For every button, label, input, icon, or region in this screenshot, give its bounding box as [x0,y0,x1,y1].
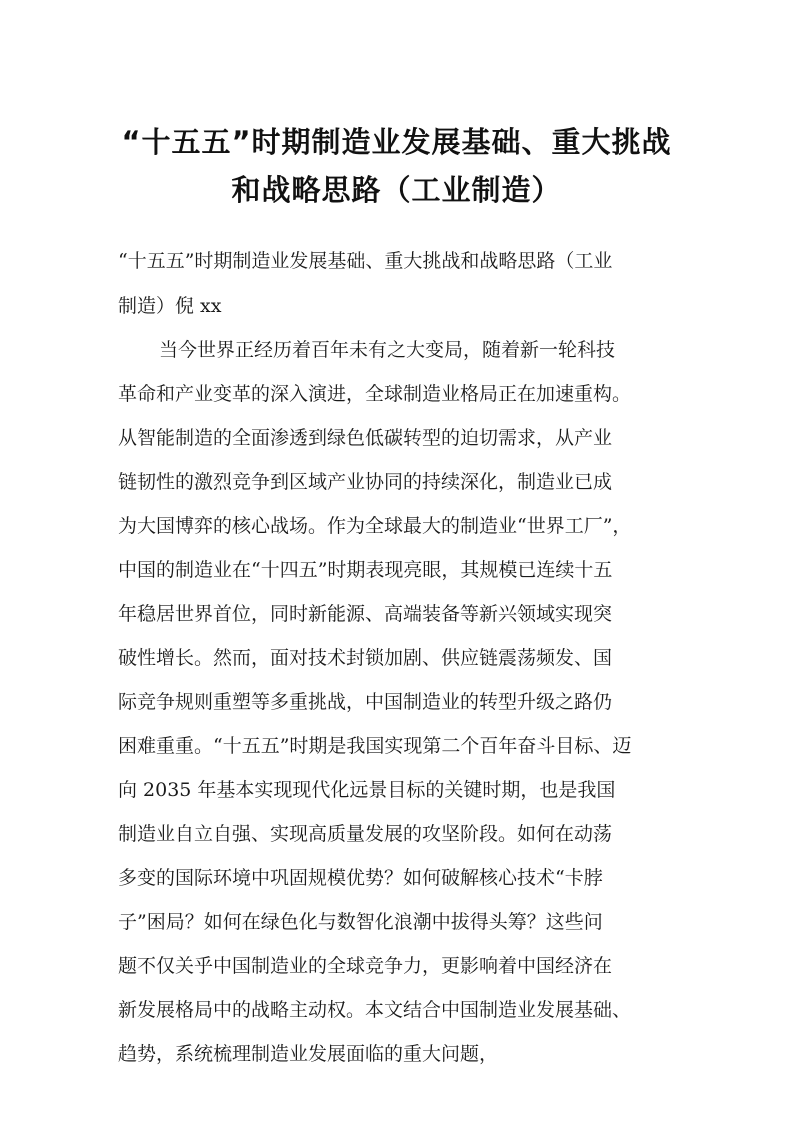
document-title-line-2: 和战略思路（工业制造） [231,173,562,207]
paragraph-line: 际竞争规则重塑等多重挑战，中国制造业的转型升级之路仍 [118,691,613,713]
paragraph-line: 革命和产业变革的深入演进，全球制造业格局正在加速重构。 [118,383,632,405]
paragraph-line: 子”困局？如何在绿色化与数智化浪潮中拔得头筹？这些问 [118,911,603,933]
document-title-line-1: “十五五”时期制造业发展基础、重大挑战 [121,125,672,159]
paragraph-line: 当今世界正经历着百年未有之大变局，随着新一轮科技 [159,339,616,361]
paragraph-line: 题不仅关乎中国制造业的全球竞争力，更影响着中国经济在 [118,955,613,977]
paragraph-line: 为大国博弈的核心战场。作为全球最大的制造业“世界工厂”， [118,515,632,537]
paragraph-line: 趋势，系统梳理制造业发展面临的重大问题， [118,1043,499,1065]
paragraph-line: 破性增长。然而，面对技术封锁加剧、供应链震荡频发、国 [118,647,613,669]
paragraph-line: 新发展格局中的战略主动权。本文结合中国制造业发展基础、 [118,999,632,1021]
subtitle-line-1: “十五五”时期制造业发展基础、重大挑战和战略思路（工业 [118,250,613,272]
paragraph-line: 制造业自立自强、实现高质量发展的攻坚阶段。如何在动荡 [118,823,613,845]
paragraph-line: 困难重重。“十五五”时期是我国实现第二个百年奋斗目标、迈 [118,735,632,757]
paragraph-line: 向 2035 年基本实现现代化远景目标的关键时期，也是我国 [118,779,616,801]
paragraph-line: 链韧性的激烈竞争到区域产业协同的持续深化，制造业已成 [118,471,613,493]
subtitle-line-2: 制造）倪 xx [118,295,222,317]
paragraph-line: 中国的制造业在“十四五”时期表现亮眼，其规模已连续十五 [118,559,613,581]
paragraph-line: 从智能制造的全面渗透到绿色低碳转型的迫切需求，从产业 [118,427,613,449]
paragraph-line: 年稳居世界首位，同时新能源、高端装备等新兴领域实现突 [118,603,613,625]
paragraph-line: 多变的国际环境中巩固规模优势？如何破解核心技术“卡脖 [118,867,603,889]
